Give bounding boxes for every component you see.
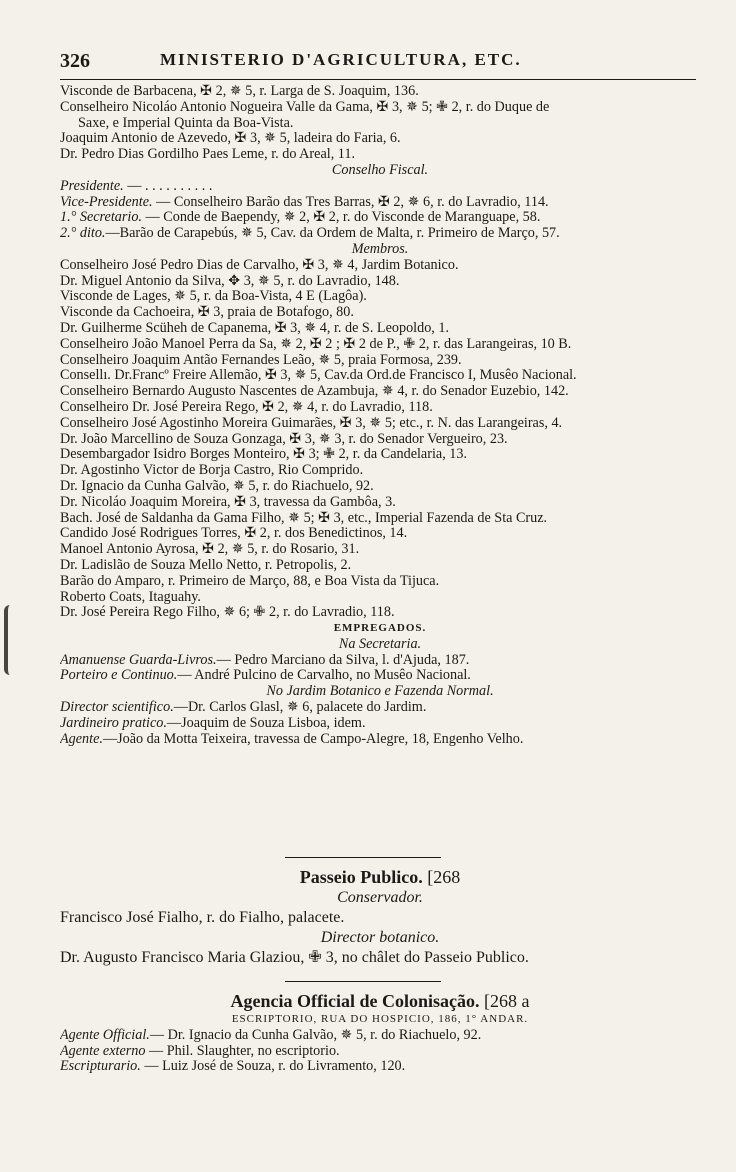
staff-text: —Joaquim de Souza Lisboa, idem. <box>166 715 366 731</box>
member-line: Conselheiro José Pedro Dias de Carvalho, ✠ 3, ✵ 4, Jardim Botanico. <box>60 257 459 273</box>
officer-line <box>60 210 700 226</box>
page-number: 326 <box>60 50 90 72</box>
staff-line <box>60 653 700 669</box>
member-line: Visconde de Lages, ✵ 5, r. da Boa-Vista, 4 E (Lagôa). <box>60 289 367 305</box>
top-entries <box>60 84 700 747</box>
staff-text: — André Pulcino de Carvalho, no Musêo Nacional. <box>177 668 471 684</box>
entry-line: Francisco José Fialho, r. do Fialho, palacete. <box>60 909 345 926</box>
entry-line: Visconde de Barbacena, ✠ 2, ✵ 5, r. Larga de S. Joaquim, 136. <box>60 84 419 99</box>
member-line: Dr. Miguel Antonio da Silva, ✥ 3, ✵ 5, r. do Lavradio, 148. <box>60 273 400 289</box>
passeio-title: Passeio Publico. <box>299 867 423 887</box>
member-line: Dr. Ladislão de Souza Mello Netto, r. Petropolis, 2. <box>60 557 352 573</box>
staff-line <box>60 732 700 748</box>
section-heading: Conselho Fiscal. <box>331 162 429 178</box>
member-line: Conselheiro Bernardo Augusto Nascentes de Azambuja, ✵ 4, r. do Senador Euzebio, 142. <box>60 384 569 400</box>
margin-mark <box>4 605 18 675</box>
staff-role: Director scientifico. <box>60 700 174 716</box>
officer-role: Presidente. <box>60 178 124 194</box>
officer-text: — Conde de Baependy, ✵ 2, ✠ 2, r. do Visconde de Maranguape, 58. <box>141 210 541 226</box>
officer-line <box>60 195 700 211</box>
entry-line: Joaquim Antonio de Azevedo, ✠ 3, ✵ 5, ladeira do Faria, 6. <box>60 131 401 147</box>
staff-line <box>60 668 700 684</box>
member-line: Conselheiro Joaquim Antão Fernandes Leão, ✵ 5, praia Formosa, 239. <box>60 352 462 368</box>
member-line: Barão do Amparo, r. Primeiro de Março, 88, e Boa Vista da Tijuca. <box>60 573 440 589</box>
entry-line: Conselheiro Nicoláo Antonio Nogueira Valle da Gama, ✠ 3, ✵ 5; ✙ 2, r. do Duque de <box>60 99 550 115</box>
staff-text: — Phil. Slaughter, no escriptorio. <box>145 1043 340 1059</box>
member-line: Visconde da Cachoeira, ✠ 3, praia de Botafogo, 80. <box>60 305 354 321</box>
passeio-bracket: [268 <box>427 867 461 887</box>
staff-line <box>60 1044 700 1060</box>
staff-text: —João da Motta Teixeira, travessa de Campo-Alegre, 18, Engenho Velho. <box>102 731 524 747</box>
staff-line <box>60 716 700 732</box>
section-title <box>60 990 700 1012</box>
member-line: Dr. Ignacio da Cunha Galvão, ✵ 5, r. do Riachuelo, 92. <box>60 478 374 494</box>
header-rule <box>60 79 696 80</box>
section-divider <box>285 857 441 858</box>
member-line: Bach. José de Saldanha da Gama Filho, ✵ 5; ✠ 3, etc., Imperial Fazenda de Sta Cruz. <box>60 510 548 526</box>
officer-line <box>60 226 700 242</box>
subsection-heading: Director botanico. <box>320 929 440 946</box>
agencia-title: Agencia Official de Colonisação. <box>230 991 480 1011</box>
officer-text: —Barão de Carapebús, ✵ 5, Cav. da Ordem de Malta, r. Primeiro de Março, 57. <box>105 226 560 242</box>
staff-role: Escripturario. <box>60 1059 141 1075</box>
officer-role: 1.° Secretario. <box>60 210 142 226</box>
staff-role: Porteiro e Continuo. <box>60 668 178 684</box>
member-line: Conselheiro José Agostinho Moreira Guimarães, ✠ 3, ✵ 5; etc., r. N. das Larangeiras, 4. <box>60 415 563 431</box>
staff-text: —Dr. Carlos Glasl, ✵ 6, palacete do Jardim. <box>173 700 427 716</box>
subsection-heading: Membros. <box>351 241 409 257</box>
member-line: Conselheiro Dr. José Pereira Rego, ✠ 2, ✵ 4, r. do Lavradio, 118. <box>60 399 433 415</box>
staff-role: Agente Official. <box>60 1027 150 1043</box>
member-line: Dr. José Pereira Rego Filho, ✵ 6; ✙ 2, r. do Lavradio, 118. <box>60 605 395 621</box>
entry-line: Saxe, e Imperial Quinta da Boa-Vista. <box>78 115 294 131</box>
subsection-heading: Conservador. <box>337 889 423 906</box>
section-title <box>60 866 700 888</box>
staff-role: Agente externo <box>60 1043 146 1059</box>
member-line: Candido José Rodrigues Torres, ✠ 2, r. dos Benedictinos, 14. <box>60 526 408 542</box>
running-head: MINISTERIO D'AGRICULTURA, ETC. <box>160 50 522 69</box>
staff-text: — Dr. Ignacio da Cunha Galvão, ✵ 5, r. do Riachuelo, 92. <box>149 1027 482 1043</box>
subsection-heading: No Jardim Botanico e Fazenda Normal. <box>266 684 494 700</box>
section-heading: EMPREGADOS. <box>333 622 427 635</box>
escriptorio-line: ESCRIPTORIO, RUA DO HOSPICIO, 186, 1° ANDAR. <box>231 1013 529 1025</box>
passeio-section <box>60 866 700 968</box>
member-line: Dr. João Marcellino de Souza Gonzaga, ✠ 3, ✵ 3, r. do Senador Vergueiro, 23. <box>60 431 508 447</box>
member-line: Dr. Guilherme Scüheh de Capanema, ✠ 3, ✵ 4, r. de S. Leopoldo, 1. <box>60 320 450 336</box>
member-line: Roberto Coats, Itaguahy. <box>60 589 201 605</box>
member-line: Manoel Antonio Ayrosa, ✠ 2, ✵ 5, r. do Rosario, 31. <box>60 542 360 558</box>
member-line: Dr. Agostinho Victor de Borja Castro, Rio Comprido. <box>60 463 364 479</box>
agencia-bracket: [268 a <box>484 991 530 1011</box>
staff-line <box>60 1059 700 1075</box>
staff-text: — Pedro Marciano da Silva, l. d'Ajuda, 187. <box>216 652 470 668</box>
officer-text: — . . . . . . . . . . <box>123 178 213 194</box>
member-line: Dr. Nicoláo Joaquim Moreira, ✠ 3, travessa da Gambôa, 3. <box>60 494 396 510</box>
section-divider <box>285 981 441 982</box>
staff-text: — Luiz José de Souza, r. do Livramento, 120. <box>140 1059 406 1075</box>
staff-role: Agente. <box>60 731 103 747</box>
officer-text: — Conselheiro Barão das Tres Barras, ✠ 2, ✵ 6, r. do Lavradio, 114. <box>152 194 549 210</box>
staff-role: Jardineiro pratico. <box>60 715 167 731</box>
officer-line <box>60 179 700 195</box>
staff-line <box>60 700 700 716</box>
officer-role: Vice-Presidente. <box>60 194 153 210</box>
subsection-heading: Na Secretaria. <box>338 636 422 652</box>
staff-role: Amanuense Guarda-Livros. <box>60 652 217 668</box>
officer-role: 2.° dito. <box>60 226 106 242</box>
member-line: Consellı. Dr.Francº Freire Allemão, ✠ 3, ✵ 5, Cav.da Ord.de Francisco I, Musêo Nacional. <box>60 368 577 384</box>
staff-line <box>60 1028 700 1044</box>
member-line: Desembargador Isidro Borges Monteiro, ✠ 3; ✙ 2, r. da Candelaria, 13. <box>60 447 468 463</box>
entry-line: Dr. Augusto Francisco Maria Glaziou, ✙ 3, no châlet do Passeio Publico. <box>60 949 529 966</box>
page-header <box>60 40 696 80</box>
agencia-section <box>60 990 700 1075</box>
entry-line: Dr. Pedro Dias Gordilho Paes Leme, r. do Areal, 11. <box>60 147 355 163</box>
member-line: Conselheiro João Manoel Perra da Sa, ✵ 2, ✠ 2 ; ✠ 2 de P., ✙ 2, r. das Larangeiras, 10 B. <box>60 336 572 352</box>
